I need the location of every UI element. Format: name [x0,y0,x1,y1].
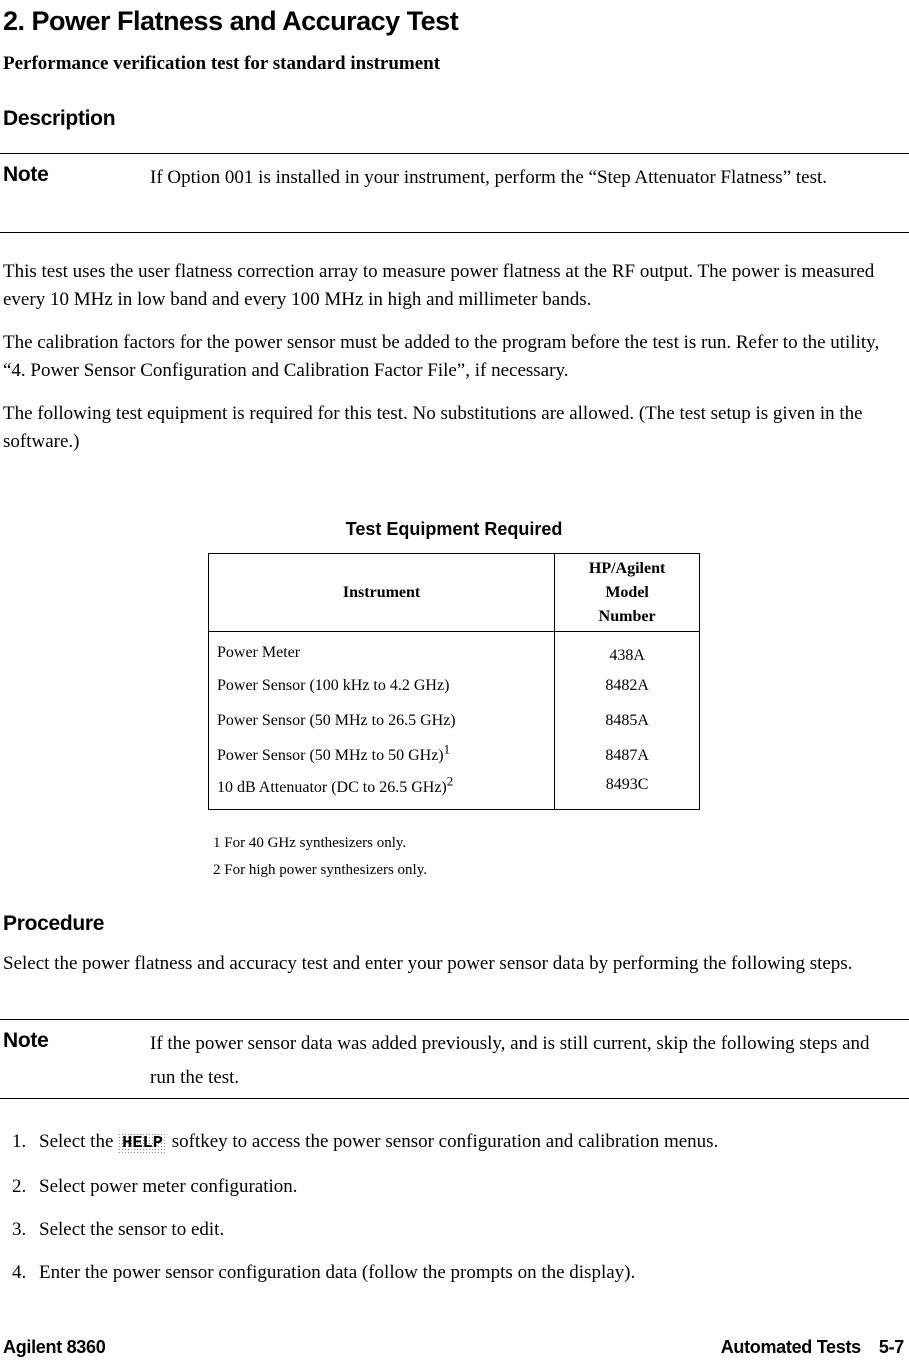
table-row [209,738,700,773]
note-text: If Option 001 is installed in your instrument, perform the “Step Attenuator Flatness” test. [150,167,828,188]
divider [0,153,909,154]
step-item [12,1173,907,1201]
paragraph: The following test equipment is required for this test. No substitutions are allowed. (The test setup is given in the software.) [3,403,863,452]
footnote-ref: 1 [443,741,451,757]
cell-model: 438A [555,632,700,669]
column-header-model [555,554,700,632]
column-header-model-line: HP/Agilent [588,559,666,577]
step-text: Select the sensor to edit. [39,1219,225,1240]
instrument-name: Power Sensor (100 kHz to 4.2 GHz) [217,676,450,694]
instrument-name: 10 dB Attenuator (DC to 26.5 GHz) [217,779,447,796]
equipment-table [208,553,700,810]
footer-page-number: 5-7 [878,1337,904,1357]
note-text: If the power sensor data was added previously, and is still current, skip the following steps and run the test. [150,1033,870,1088]
cell-instrument [209,668,555,703]
column-header-model-line: Model [605,583,649,601]
instrument-name: Power Meter [217,644,301,661]
step-number: 4. [12,1262,27,1283]
page-footer [3,1337,904,1358]
instrument-name: Power Sensor (50 MHz to 26.5 GHz) [217,711,456,729]
cell-model: 8487A [555,738,700,773]
help-softkey-label: HELP [118,1133,167,1154]
paragraph: The calibration factors for the power sensor must be added to the program before the test is run. Refer to the utility, “4. Power Sensor Configuration and Calibration Factor File”, if necessary. [3,332,880,381]
table-header-row [209,554,700,632]
step-text: Enter the power sensor configuration data (follow the prompts on the display). [39,1262,636,1283]
divider [0,1098,909,1099]
step-text: Select power meter configuration. [39,1176,298,1197]
page-title: 2. Power Flatness and Accuracy Test [3,6,459,36]
section-heading-description: Description [3,107,116,130]
section-heading-procedure: Procedure [3,912,105,935]
table-title: Test Equipment Required [345,519,563,539]
column-header-instrument: Instrument [209,554,555,632]
cell-instrument [209,703,555,738]
table-row [209,632,700,669]
footnote: 2 For high power synthesizers only. [213,862,427,878]
divider [0,232,909,233]
table-row [209,668,700,703]
description-paragraphs [3,258,906,471]
footer-product: Agilent 8360 [3,1337,106,1357]
footer-section [721,1337,904,1358]
cell-instrument [209,632,555,669]
cell-model: 8493C [555,773,700,810]
footnote: 1 For 40 GHz synthesizers only. [213,835,407,851]
cell-model: 8485A [555,703,700,738]
footnote-ref: 2 [446,773,454,789]
instrument-name: Power Sensor (50 MHz to 50 GHz) [217,746,444,764]
note-label: Note [3,1029,49,1052]
step-item [12,1216,907,1244]
table-footnotes [213,830,427,884]
footer-section-label: Automated Tests [720,1337,861,1357]
procedure-steps [12,1128,907,1302]
step-text-pre: Select the [39,1131,119,1152]
step-number: 1. [12,1131,27,1152]
note-label: Note [3,163,49,186]
step-text [39,1128,718,1158]
cell-model: 8482A [555,668,700,703]
table-row [209,773,700,810]
cell-instrument [209,773,555,810]
paragraph: This test uses the user flatness correction array to measure power flatness at the RF output. The power is measured every 10 MHz in low band and every 100 MHz in high and millimeter bands. [3,261,875,310]
divider [0,1019,909,1020]
step-item [12,1128,907,1158]
page-subtitle: Performance verification test for standard instrument [3,53,441,74]
table-row [209,703,700,738]
cell-instrument [209,738,555,773]
step-item [12,1259,907,1287]
step-text-post: softkey to access the power sensor configuration and calibration menus. [166,1131,719,1152]
step-number: 3. [12,1219,27,1240]
procedure-intro: Select the power flatness and accuracy test and enter your power sensor data by performing the following steps. [3,953,853,974]
step-number: 2. [12,1176,27,1197]
column-header-model-line: Number [598,607,656,625]
